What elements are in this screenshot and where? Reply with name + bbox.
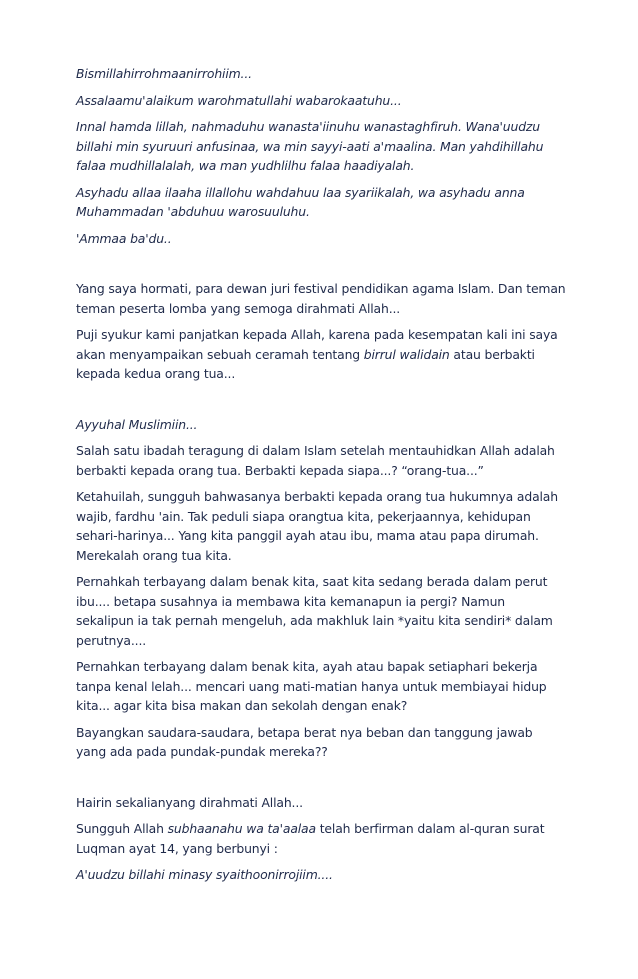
body-paragraph: Pernahkah terbayang dalam benak kita, saat kita sedang berada dalam perut ibu.... betapa susahnya ia membawa kita kemanapun ia pergi? Namun sekalipun ia tak pernah mengeluh, ada makhluk lain *yaitu kita sendiri* dalam perutnya.... <box>76 574 553 648</box>
gratitude-term: birrul walidain <box>363 346 450 362</box>
body-paragraph: Pernahkan terbayang dalam benak kita, ayah atau bapak setiaphari bekerja tanpa kenal lelah... mencari uang mati-matian hanya untuk membiayai hidup kita... agar kita bisa makan dan sekolah dengan enak? <box>76 659 547 713</box>
syahadat: Asyhadu allaa ilaaha illallohu wahdahuu laa syariikalah, wa asyhadu anna Muhammadan 'abduhuu warosuuluhu. <box>76 184 525 219</box>
salam: Assalaamu'alaikum warohmatullahi wabarokaatuhu... <box>76 92 402 108</box>
taawudz: A'uudzu billahi minasy syaithoonirrojiim.... <box>76 867 333 882</box>
basmalah: Bismillahirrohmaanirrohiim... <box>76 66 252 81</box>
body-paragraph: Salah satu ibadah teragung di dalam Islam setelah mentauhidkan Allah adalah berbakti kepada orang tua. Berbakti kepada siapa...? “orang-tua...” <box>76 443 555 478</box>
ammaa-badu: 'Ammaa ba'du.. <box>76 230 172 246</box>
body-paragraph: Ketahuilah, sungguh bahwasanya berbakti kepada orang tua hukumnya adalah wajib, fardhu 'ain. Tak peduli siapa orangtua kita, pekerjaannya, kehidupan sehari-harinya... Yang kita panggil ayah atau ibu, mama atau papa dirumah. Merekalah orang tua kita. <box>76 489 558 563</box>
body-address: Ayyuhal Muslimiin... <box>76 416 198 432</box>
document-page <box>76 64 566 885</box>
intro-greeting: Yang saya hormati, para dewan juri festival pendidikan agama Islam. Dan teman teman peserta lomba yang semoga dirahmati Allah... <box>76 281 566 316</box>
closing-address: Hairin sekalianyang dirahmati Allah... <box>76 794 303 810</box>
body-paragraph: Bayangkan saudara-saudara, betapa berat nya beban dan tanggung jawab yang ada pada pundak-pundak mereka?? <box>76 724 533 759</box>
firman-text-end: telah berfirman dalam al-quran surat Luqman ayat 14, yang berbunyi : <box>76 821 545 856</box>
intro-gratitude <box>76 325 566 384</box>
firman-term: subhaanahu wa ta'aalaa <box>167 821 316 836</box>
gratitude-text-start: Puji syukur kami panjatkan kepada Allah, karena pada kesempatan kali ini saya akan menyampaikan sebuah ceramah tentang <box>76 327 558 362</box>
gratitude-text-end: atau berbakti kepada kedua orang tua... <box>76 346 535 381</box>
hamdalah: Innal hamda lillah, nahmaduhu wanasta'iinuhu wanastaghfiruh. Wana'uudzu billahi min syuruuri anfusinaa, wa min sayyi-aati a'maalina. Man yahdihillahu falaa mudhillalalah, wa man yudhlilhu falaa haadiyalah. <box>76 119 544 173</box>
closing-firman <box>76 819 566 858</box>
firman-text-start: Sungguh Allah <box>76 821 168 836</box>
